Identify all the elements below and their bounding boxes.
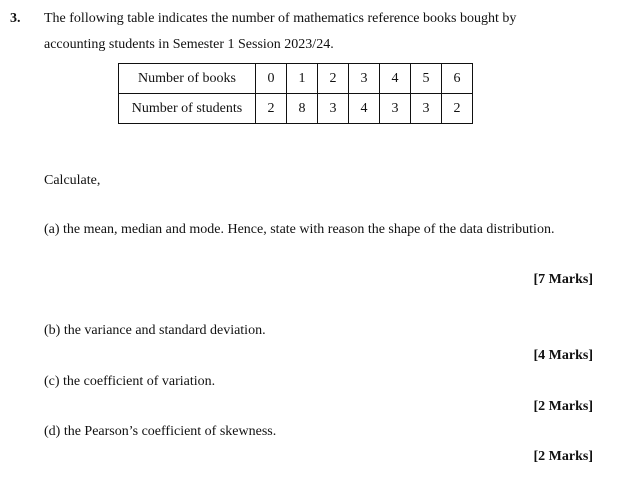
table-cell: 3 — [318, 94, 349, 124]
table-cell: 5 — [411, 64, 442, 94]
row-header-books: Number of books — [119, 64, 256, 94]
table-cell: 6 — [442, 64, 473, 94]
table-row — [119, 64, 473, 94]
table-cell: 2 — [442, 94, 473, 124]
table-cell: 4 — [349, 94, 380, 124]
part-c-marks: [2 Marks] — [533, 399, 593, 414]
calculate-label: Calculate, — [44, 173, 101, 188]
table-cell: 3 — [380, 94, 411, 124]
part-b-text: (b) the variance and standard deviation. — [44, 323, 266, 338]
part-a-text: (a) the mean, median and mode. Hence, state with reason the shape of the data distribution. — [44, 222, 555, 237]
question-number: 3. — [10, 11, 21, 26]
table-cell: 8 — [287, 94, 318, 124]
table-cell: 0 — [256, 64, 287, 94]
row-header-students: Number of students — [119, 94, 256, 124]
table-cell: 3 — [411, 94, 442, 124]
question-intro-line-2: accounting students in Semester 1 Session 2023/24. — [44, 37, 334, 52]
part-d-text: (d) the Pearson’s coefficient of skewness. — [44, 424, 277, 439]
books-students-table — [118, 63, 473, 124]
part-a-marks: [7 Marks] — [533, 272, 593, 287]
question-intro-line-1: The following table indicates the number of mathematics reference books bought by — [44, 11, 517, 26]
table-cell: 4 — [380, 64, 411, 94]
part-d-marks: [2 Marks] — [533, 449, 593, 464]
table-cell: 3 — [349, 64, 380, 94]
part-b-marks: [4 Marks] — [533, 348, 593, 363]
table-cell: 1 — [287, 64, 318, 94]
table-row — [119, 94, 473, 124]
table-cell: 2 — [318, 64, 349, 94]
table-cell: 2 — [256, 94, 287, 124]
part-c-text: (c) the coefficient of variation. — [44, 374, 216, 389]
